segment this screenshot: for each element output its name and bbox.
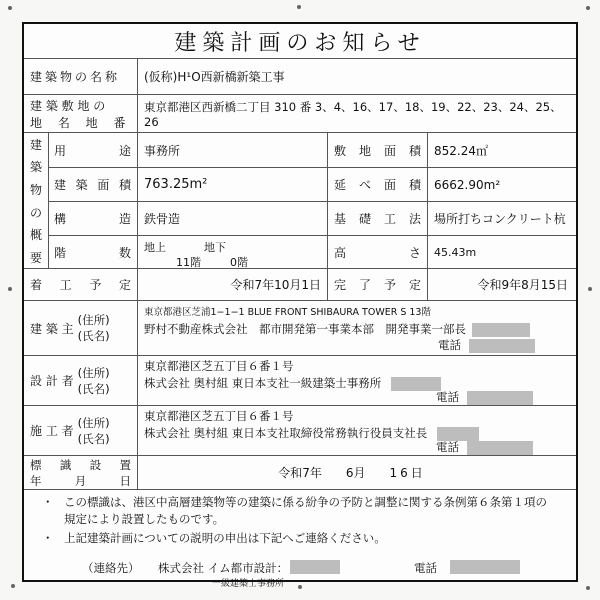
owner-name: 野村不動産株式会社 都市開発第一事業本部 開発事業一部長 xyxy=(144,322,466,336)
posted-date-row xyxy=(24,455,576,489)
char: 建 xyxy=(29,137,42,152)
screw-hole xyxy=(8,287,12,291)
structure-value: 鉄骨造 xyxy=(144,212,181,226)
redacted-contact-name xyxy=(290,560,340,574)
designer-address: 東京都港区芝五丁目６番１号 xyxy=(144,359,294,373)
contact-label: （連絡先） xyxy=(82,561,140,575)
char: 築 xyxy=(29,160,42,175)
screw-hole xyxy=(297,5,301,9)
screw-hole xyxy=(8,6,12,10)
building-name-row xyxy=(24,58,576,94)
building-area-label: 建 築 面 積 xyxy=(54,178,131,192)
floors-label: 階 数 xyxy=(54,246,131,260)
owner-row xyxy=(24,300,576,355)
redacted-name xyxy=(391,377,441,391)
posted-year: 令和7年 xyxy=(278,466,322,480)
contact-company: 株式会社 イム都市設計： xyxy=(158,561,289,575)
char: 物 xyxy=(29,183,42,198)
name-sublabel: (氏名) xyxy=(77,329,110,343)
height-value: 45.43m xyxy=(434,246,477,259)
designer-label: 設 計 者 xyxy=(30,374,74,388)
note-item: ・ xyxy=(42,531,54,545)
overview-row-structure xyxy=(48,201,576,235)
site-label-line1: 建 築 敷 地 の xyxy=(30,98,106,113)
site-location-value: 東京都港区西新橋二丁目 310 番 3、4、16、17、18、19、22、23、24、25、26 xyxy=(144,99,562,129)
char: の xyxy=(29,205,42,220)
building-plan-notice-board xyxy=(22,22,578,589)
start-value: 令和7年10月1日 xyxy=(230,278,321,292)
notes-section xyxy=(24,489,576,589)
redacted-phone xyxy=(467,391,533,405)
designer-name: 株式会社 奥村組 東日本支社一級建築士事務所 xyxy=(144,376,382,390)
foundation-value: 場所打ちコンクリート杭 xyxy=(434,212,566,226)
contractor-phone-label: 電話 xyxy=(436,440,459,454)
use-label: 用 途 xyxy=(54,143,131,158)
site-location-row xyxy=(24,94,576,132)
address-sublabel: (住所) xyxy=(77,415,110,430)
address-sublabel: (住所) xyxy=(77,365,110,380)
contractor-label: 施 工 者 xyxy=(30,424,74,438)
posted-day: 16日 xyxy=(389,466,426,480)
screw-hole xyxy=(11,584,15,588)
owner-label: 建 築 主 xyxy=(30,321,74,336)
end-value: 令和9年8月15日 xyxy=(477,278,568,292)
designer-phone-label: 電話 xyxy=(436,390,459,404)
site-area-value: 852.24㎡ xyxy=(434,143,488,158)
contact-company-sub: 一級建築士事務所 xyxy=(212,579,285,589)
overview-row-building-area xyxy=(48,167,576,201)
posted-label-line1: 標 識 設 置 xyxy=(30,457,131,472)
site-area-label: 敷 地 面 積 xyxy=(334,143,421,158)
overview-block xyxy=(24,132,576,268)
name-sublabel: (氏名) xyxy=(77,431,110,446)
posted-label-line2: 年 月 日 xyxy=(30,473,131,488)
owner-address: 東京都港区芝浦1−1−1 BLUE FRONT SHIBAURA TOWER S 13階 xyxy=(144,307,431,318)
screw-hole xyxy=(298,585,302,589)
foundation-label: 基 礎 工 法 xyxy=(334,212,421,226)
site-label-line2: 地 名 地 番 xyxy=(30,115,132,130)
owner-phone-label: 電話 xyxy=(438,338,461,352)
end-label: 完 了 予 定 xyxy=(334,278,421,292)
floors-above-value: 11階 xyxy=(176,256,201,269)
redacted-name xyxy=(472,323,530,337)
screw-hole xyxy=(588,287,592,291)
contractor-row xyxy=(24,405,576,455)
height-label: 高 さ xyxy=(334,246,421,260)
redacted-phone xyxy=(467,441,533,455)
contractor-address: 東京都港区芝五丁目６番１号 xyxy=(144,409,294,423)
notice-title: 建築計画のお知らせ xyxy=(174,30,426,56)
note-text-1: この標識は、港区中高層建築物等の建築に係る紛争の予防と調整に関する条例第６条第１項の xyxy=(64,495,547,509)
overview-group-label xyxy=(24,133,48,269)
char: 概 xyxy=(29,228,42,243)
schedule-row xyxy=(24,268,576,300)
structure-label: 構 造 xyxy=(54,212,131,226)
overview-row-floors xyxy=(48,235,576,269)
screw-hole xyxy=(586,586,590,590)
overview-row-use xyxy=(48,133,576,167)
contractor-name: 株式会社 奥村組 東日本支社取締役常務執行役員支社長 xyxy=(144,426,428,440)
floors-below-label: 地下 xyxy=(204,241,226,254)
address-sublabel: (住所) xyxy=(77,313,110,327)
use-value: 事務所 xyxy=(144,143,181,158)
screw-hole xyxy=(586,6,590,10)
start-label: 着 工 予 定 xyxy=(30,278,131,292)
designer-row xyxy=(24,355,576,405)
total-floor-area-label: 延 べ 面 積 xyxy=(334,178,421,192)
building-name-label: 建築物の名称 xyxy=(30,70,121,84)
posted-month: 6月 xyxy=(345,466,366,480)
contact-phone-label: 電話 xyxy=(414,561,437,575)
floors-below-value: 0階 xyxy=(230,256,248,269)
note-text-1b: 規定により設置したものです。 xyxy=(64,512,225,526)
char: 要 xyxy=(29,251,42,266)
redacted-phone xyxy=(469,339,535,353)
redacted-contact-phone xyxy=(450,560,520,574)
building-area-value: 763.25m² xyxy=(144,177,208,192)
floors-above-label: 地上 xyxy=(144,241,166,254)
name-sublabel: (氏名) xyxy=(77,381,110,396)
note-item: ・ xyxy=(42,495,54,509)
note-text-2: 上記建築計画についての説明の申出は下記へご連絡ください。 xyxy=(64,531,386,545)
building-name-value: (仮称)H¹O西新橋新築工事 xyxy=(144,70,285,84)
total-floor-area-value: 6662.90m² xyxy=(434,177,501,192)
